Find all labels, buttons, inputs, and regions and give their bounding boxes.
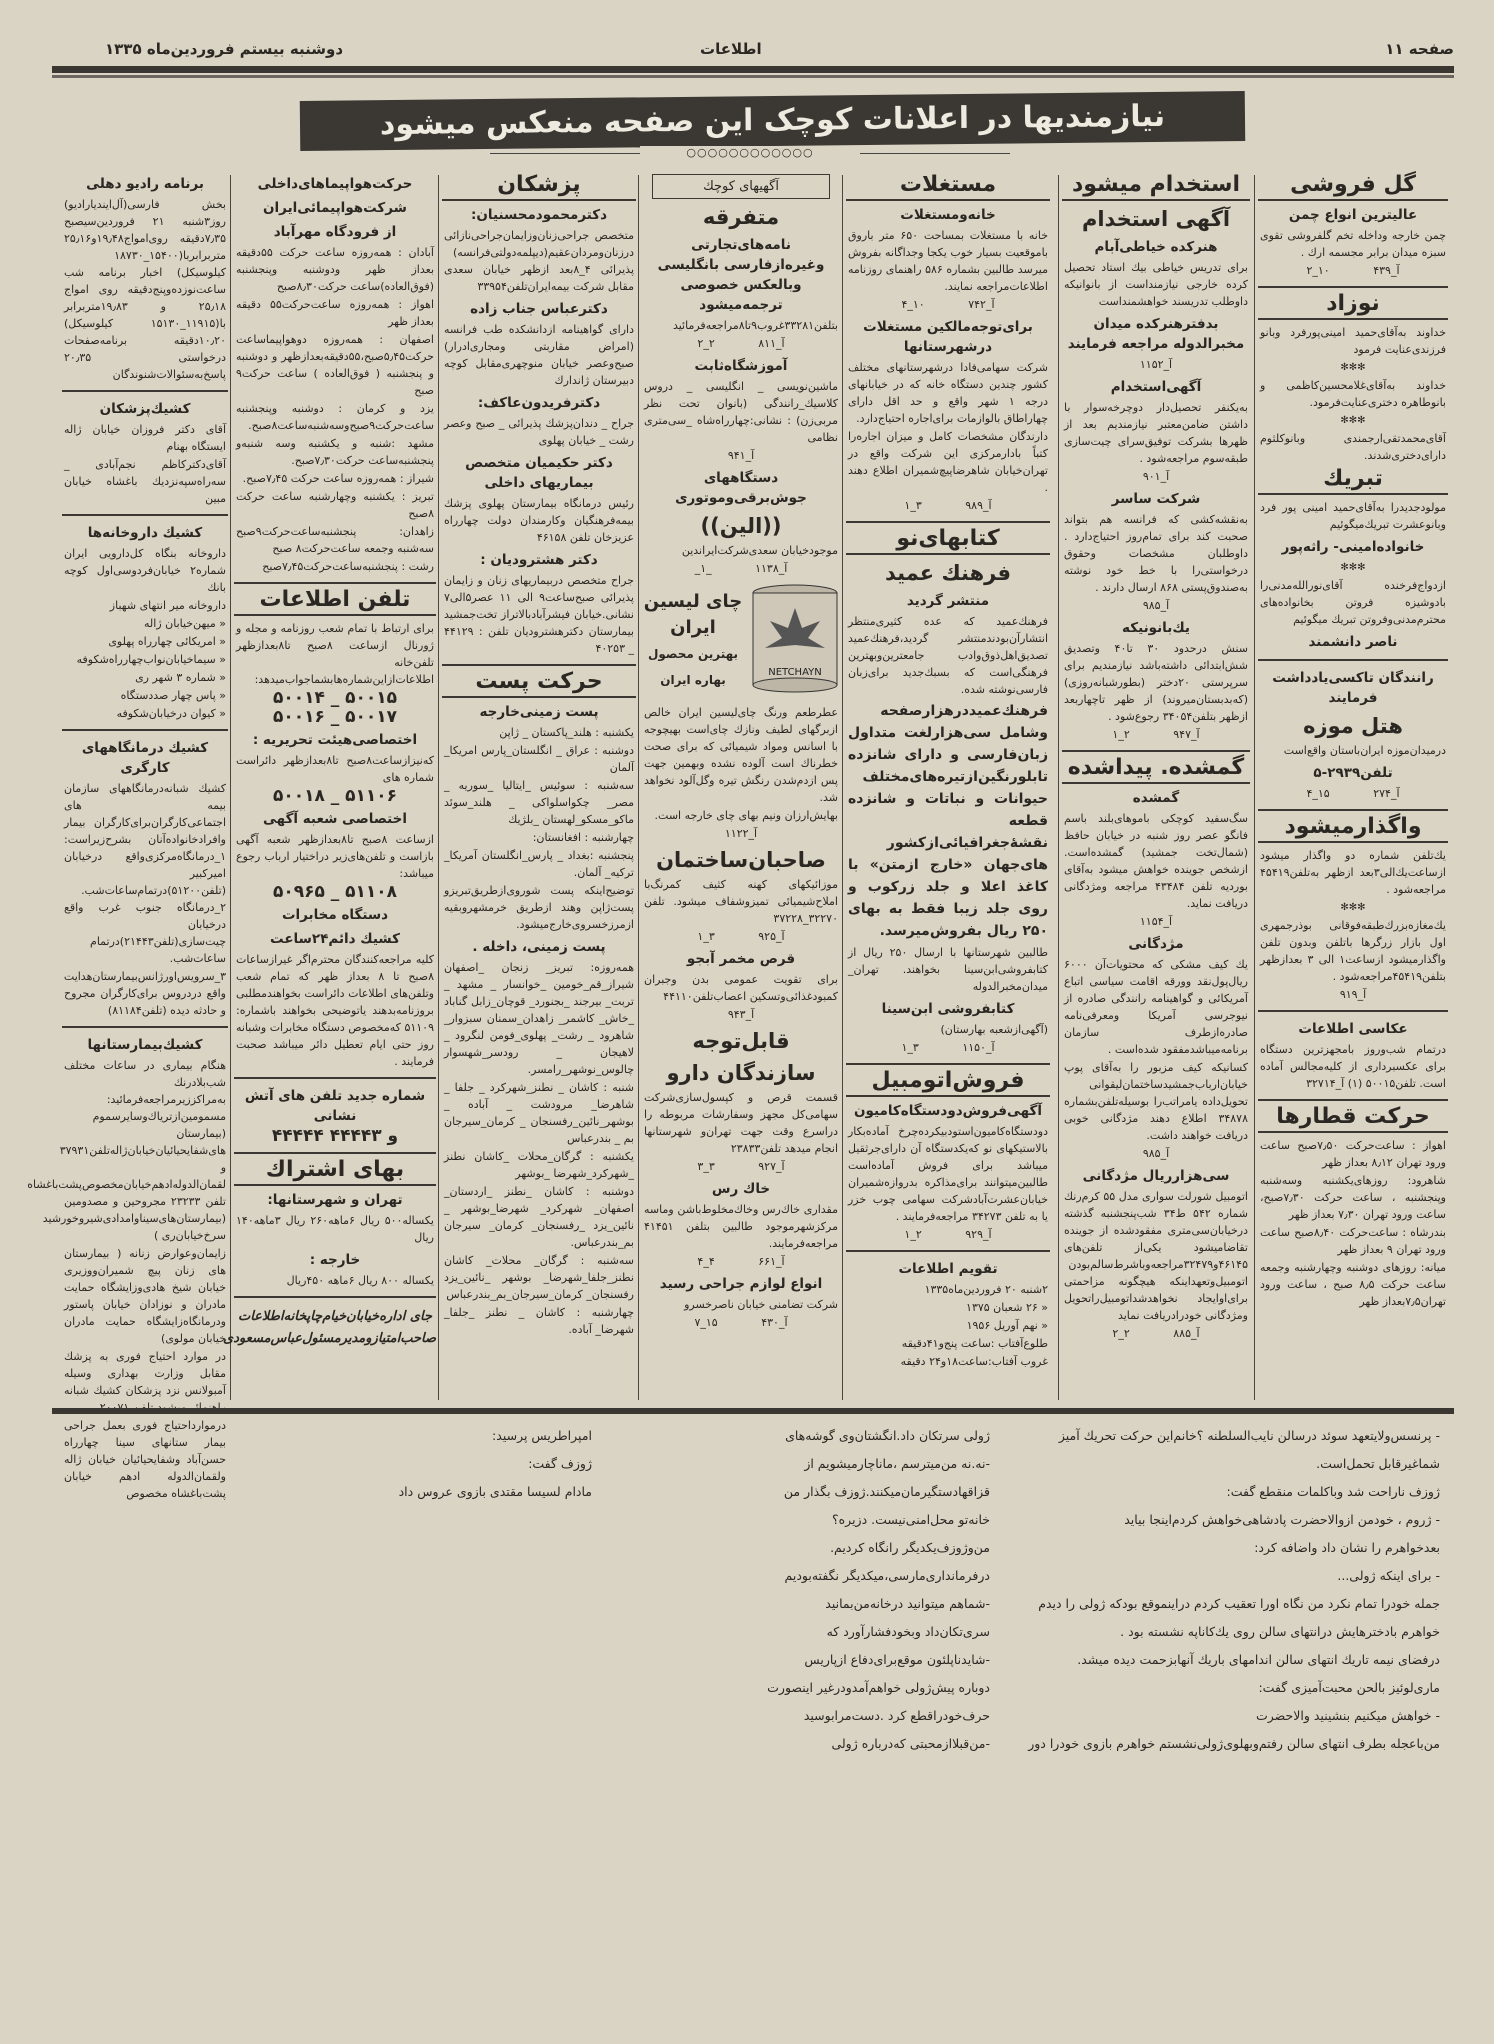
- story-line: خانه‌تو محل‌امنی‌نیست. دزیره؟: [831, 1512, 990, 1527]
- ad-heading: گمشده: [1132, 790, 1180, 806]
- ad-text: درموارداحتیاج فوری بعمل جراحی بیمار ستانهای سینا چهارراه حسن‌آباد وشفا‌یحیائیان خیابان ژاله ولقمان‌الدوله ادهم خیابان پشت‌باغشاه مخصوص: [64, 1419, 226, 1500]
- ad-heading: تلفن۲۹۳۹-۵: [1313, 765, 1393, 781]
- ad-text-bold: فرهنك‌عمیددرهزارصفحه وشامل سی‌هزارلغت متداول زبان‌فارسی و دارای شانزده تابلورنگین‌ازتیره‌های‌مختلف حیوانات و نباتات و شانزده قطعه نقشهٔ‌جغرافیائی‌ازکشور های‌جهان «خارج ازمتن» با کاغذ اعلا و جلد زرکوب و روی جلد زیبا فقط به بهای ۲۵۰ ریال بفروش‌میرسد.: [848, 703, 1048, 939]
- column-divider: [438, 175, 439, 1400]
- ad-title: هتل موزه: [1303, 714, 1403, 738]
- phone-number: ۴۴۴۴۴ و ۴۴۴۴۳: [271, 1126, 399, 1146]
- ad-text: « پاس چهار صددستگاه: [120, 689, 226, 702]
- column-divider: [230, 175, 231, 1400]
- ad-text: شیراز : همه‌روزه ساعت حرکت ۷٫۴۵صبح.: [242, 472, 434, 485]
- ad-text: عطرطعم ورنگ چای‌لیسین ایران خالص ازبرگهای لطیف ونازك چای‌است بهیچوجه با اسانس ومواد شیمیائی که برای صحت خطرناك است آلوده نشده وبهمین جهت پس ازدم‌شدن رنگش تیره وگل‌آلود نخواهد شد.: [644, 706, 838, 804]
- section-heading: گل فروشی: [1258, 176, 1448, 201]
- ad-reference: آ_۹۲۹ ۲_۱: [904, 1228, 992, 1241]
- ad-text: دارندگان مشخصات کامل و میزان اجاره‌را کتباً بادارمرکزی این شرکت واقع در تهران‌خیابان شاهرضاپیچ‌شمیران اطلاع دهند .: [848, 430, 1048, 494]
- ad-text: اهواز : ساعت‌حرکت ۷٫۵۰صبح ساعت ورود تهران ۸٫۱۲ بعداز ظهر: [1260, 1139, 1446, 1169]
- section-heading: مستغلات: [846, 176, 1050, 201]
- ad-title: آگهی استخدام: [1081, 207, 1231, 231]
- ad-text: ماشین‌نویسی _ انگلیسی _ دروس کلاسیك_رانندگی (بانوان تحت نظر مربی‌زن) : نشانی:چهارراه‌شاه _سی‌متری نظامی: [644, 380, 838, 444]
- ad-text: شرکت تضامنی خیابان ناصرخسرو: [684, 1298, 838, 1311]
- story-line: درفضای نیمه تاریك انتهای سالن اندامهای باریك آنهابزحمت دیده میشد.: [1077, 1652, 1440, 1667]
- ad-heading: خاك رس: [711, 1181, 771, 1197]
- column-3: [846, 170, 1050, 1405]
- story-line: من‌باعجله بطرف انتهای سالن رفتم‌وبهلوی‌ژولی‌نشستم خواهرم بازوی خودرا دور: [1028, 1736, 1440, 1751]
- ad-text: جراح _ دندان‌پزشك پذیرائی _ صبح وعصر رشت _ خیابان پهلوی: [444, 417, 634, 447]
- ad-text: سه‌شنبه : سوئیس _ایتالیا _سوریه _ مصر_ چکواسلواکی _ هلند_سوئد ماکو_مسکو_لهستان _بلژیك: [444, 779, 634, 826]
- ad-text: شنبه : کاشان _ نطنز_شهرکرد _ جلفا _ شاهرضا_ مرودشت _ آباده _ بوشهر_نائین_رفسنجان _ کرمان_سیرجان بم _ بندرعباس: [444, 1081, 634, 1145]
- ad-text: هنگام بیماری در ساعات مختلف شب‌بلادرنك به‌مراکززیرمراجعه‌فرمائید: مسمومین‌ازتریاك‌وسایرسموم (بیمارستان های‌شفا‌یحیائیان‌خیابان‌ژاله‌تلفن۳۷۹۳۱ و لقمان‌الدوله‌ادهم‌خیابان‌مخصوص‌پشت‌باغشاه تلفن ۲۳۲۳۳ مجروحین و مصدومین (بیمارستان‌های‌سینا‌وامدادی‌شیروخورشید سرخ‌خیابان‌ری ): [27, 1059, 226, 1242]
- ad-reference: آ_۱۱۵۴: [1139, 915, 1173, 928]
- divider: [62, 390, 228, 392]
- ad-heading: نامه‌های‌تجارتی وغیره‌ازفارسی بانگلیسی وبالعکس خصوصی ترجمه‌میشود: [657, 237, 825, 313]
- ad-heading: حرکت‌هواپیماهای‌داخلی: [257, 176, 413, 192]
- divider: [846, 1063, 1050, 1065]
- ad-heading: قرص مخمر آبجو: [686, 951, 796, 967]
- column-divider: [842, 175, 843, 1400]
- ad-reference: آ_۹۱۹: [1339, 988, 1367, 1001]
- ad-text: بهایش‌ارزان ونیم بهای چای خارجه است.: [654, 809, 838, 822]
- divider: [234, 1296, 436, 1298]
- divider: [846, 1250, 1050, 1252]
- ad-text: یك کیف مشکی که محتویات‌آن ۶۰۰۰ ریال‌پول‌نقد وورقه اقامت سیاسی اتباع آمریکائی و گواهینامه رانندگی صادره از نیوجرسی آمریکا ومعرفی‌نامه صادره‌ازطرف سازمان برنامه‌میباشدمفقود شده‌است .: [1064, 958, 1248, 1056]
- ad-heading: انواع لوازم جراحی رسید: [659, 1276, 823, 1292]
- ad-reference: آ_۹۸۹ ۳_۱: [904, 499, 992, 512]
- section-rule: [52, 1408, 1454, 1414]
- phone-number: ۵۰۰۱۶ _ ۵۰۰۱۷: [272, 707, 398, 727]
- ad-text: بخش فارسی(آل‌ایندیارادیو) روز۳شنبه ۲۱ فروردین‌سیصبح ۷٫۳۵دقیقه روی‌امواج۱۹٫۴۸و۲۵٫۱۶ متربرابربا(۱۵۴۰۰_۱۸۷۳۰ کیلوسیکل) اخبار برنامه شب ساعت‌نوزده‌وپنج‌دقیقه روی امواج ۲۵٫۱۸ و ۱۹٫۸۳متربرابر با(۱۱۹۱۵_۱۵۱۳۰ کیلوسیکل) ۱۰٫۲۰دقیقه برنامه‌صفحات درخواستی ۲۰٫۳۵ پاسخ‌به‌سئوالات‌شنوندگان: [64, 198, 226, 381]
- ad-text: ازدواج‌فرخنده آقای‌نورالله‌مدنی‌را بادوشیزه فروتن بخانواده‌های محترم‌مدنی‌وفروتن تبریك میگوئیم: [1260, 579, 1446, 626]
- story-line: ژوزف ناراحت شد وباکلمات منقطع گفت:: [1226, 1484, 1440, 1499]
- story-line: ماری‌لوئیز بالحن محبت‌آمیزی گفت:: [1258, 1680, 1440, 1695]
- column-4: [642, 170, 840, 1405]
- ad-heading: آگهی‌استخدام: [1110, 379, 1202, 395]
- ad-text: پنجشنبه :بغداد _ پارس_انگلستان آمریکا_ ترکیه_ آلمان.: [444, 849, 634, 879]
- story-line: درفرمانداری‌مارسی،میکدیگر نگفته‌بودیم: [784, 1568, 990, 1583]
- section-heading: نوزاد: [1258, 295, 1448, 320]
- ad-text: متخصص جراحی‌زنان‌وزایمان‌جراحی‌نازائی درزنان‌ومردان‌عقیم(دیپلمه‌دولتی‌فرانسه) پذیرائی ۴_۸بعد ازظهر خیابان سعدی مقابل شرکت بیمه‌ایران‌تلفن۳۳۹۵۴: [444, 229, 635, 293]
- ad-heading: از فرودگاه مهرآباد: [273, 224, 397, 240]
- separator-stars: ✻✻✻: [1340, 562, 1366, 573]
- ad-heading: دکترعباس جناب زاده: [470, 301, 608, 317]
- ad-text: شاهرود: روزهای‌یکشنبه وسه‌شنبه وپنجشنبه ، ساعت حرکت ۷٫۳۰صبح، ساعت ورود تهران ۷٫۳۰ بعداز ظهر: [1260, 1174, 1446, 1221]
- ad-text: به‌یکنفر تحصیل‌دار دوچرخه‌سوار با داشتن ضامن‌معتبر نیازمندیم بعد از ظهرها بشرکت توفیق‌سرای چیت‌سازی طبقه‌سوم مراجعه‌شود .: [1064, 401, 1248, 465]
- ad-text: غروب آفتاب:ساعت۱۸و۲۴ دقیقه: [900, 1355, 1048, 1368]
- ad-text: یزد و کرمان : دوشنبه وپنجشنبه ساعت‌حرکت۹صبح‌وسه‌شنبه‌ساعت۸صبح.: [236, 402, 434, 432]
- tea-can-image: [750, 583, 840, 698]
- phone-number: ۵۰۹۶۵ _ ۵۱۱۰۸: [272, 882, 398, 902]
- story-line: امپراطریس پرسید:: [492, 1428, 592, 1443]
- ad-reference: آ_۱۱۵۲: [1139, 358, 1173, 371]
- column-2: [1062, 170, 1250, 1405]
- ad-reference: آ_۹۲۷ ۳_۳: [697, 1160, 785, 1173]
- ad-heading: مژدگانی: [1128, 936, 1184, 952]
- ad-text: داروخانه بنگاه کل‌دارویی ایران شماره۲ خیابان‌فردوسی‌اول کوچه بانك: [64, 547, 226, 594]
- ad-text: رشت : پنجشنبه‌ساعت‌حرکت۷٫۴۵صبح: [262, 560, 434, 573]
- column-7: [27, 170, 228, 1500]
- ad-text: خداوند به‌آقای‌حمید امینی‌پورفرد وبانو فرزندی‌عنایت فرمود: [1260, 326, 1446, 356]
- column-5: [442, 170, 636, 1405]
- ad-heading: عکاسی اطلاعات: [1298, 1021, 1408, 1037]
- story-line: دوباره پیش‌ژولی خواهم‌آمدودرغیر اینصورت: [767, 1680, 990, 1695]
- ad-heading: دکترمحمودمحسنیان:: [470, 207, 608, 223]
- phone-number: ۵۰۰۱۴ _ ۵۰۰۱۵: [272, 688, 398, 708]
- story-line: - ژروم ، خودمن ازوالاحضرت پادشاهی‌خواهش کردم‌اینجا بیاید: [1124, 1512, 1440, 1527]
- ad-heading: دکتر حکیمیان متخصص بیماریهای داخلی: [465, 455, 613, 491]
- ad-heading: ناصر دانشمند: [1308, 634, 1398, 650]
- ad-reference: آ_۸۸۵ ۲_۲: [1112, 1327, 1200, 1340]
- ad-text: در موارد احتیاج فوری به پزشك مقابل وزارت بهداری وسیله آمبولانس نزد پزشکان کشیك شبانه: [64, 1350, 226, 1397]
- ad-text: « امریکائی چهارراه پهلوی: [108, 635, 226, 648]
- divider: [442, 664, 636, 666]
- ad-text: ازساعت ۸صبح تا۸بعدازظهر شعبه آگهی بازاست و تلفن‌های‌زیر دراختیار ارباب رجوع میباشد:: [236, 833, 434, 880]
- ad-heading: تقویم اطلاعات: [898, 1261, 998, 1277]
- ad-heading: یك‌بانونیکه: [1122, 620, 1190, 636]
- divider: [1258, 286, 1448, 288]
- separator-stars: ✻✻✻: [1340, 902, 1366, 913]
- story-line: -شماهم میتوانید درخانه‌من‌بمانید: [825, 1596, 990, 1611]
- ad-text: مشهد :شنبه و یکشنبه وسه شنبه‌و پنجشنبه‌ساعت حرکت۷٫۳۰صبح.: [236, 437, 434, 467]
- ad-text: بتلفن۳۳۲۸۱غروب۹تا۸مراجعه‌فرمائید: [672, 319, 838, 332]
- divider: [234, 582, 436, 584]
- story-line: جمله خودرا تمام نکرد من نگاه اورا تعقیب کردم دراینموقع بودکه ژولی را دیدم خواهرم بادخترهایش درانتهای سالن روی یك‌کاناپه نشسته بود .: [1038, 1596, 1440, 1639]
- ad-text: تبریز : یکشنبه وچهارشنبه ساعت حرکت ۸صبح: [236, 490, 434, 520]
- ad-heading: اختصاصی‌هیئت تحریریه :: [252, 732, 418, 748]
- ad-text: برای تقویت عمومی بدن وجبران کمبودغذائی‌وتسکین اعصاب‌تلفن۴۴۱۱۰: [644, 973, 838, 1003]
- story-line: مادام لسیسا مقتدی بازوی عروس داد: [398, 1484, 592, 1499]
- story-line: - پرنسس‌ولایتعهد سوئد درسالن نایب‌السلطنه ؟خانم‌این حرکت تحریك آمیز شماغیرقابل تحمل‌است.: [1058, 1428, 1440, 1471]
- ad-heading: کتابفروشی ابن‌سینا: [881, 1001, 1015, 1017]
- ad-reference: آ_۱۱۲۲: [724, 827, 758, 840]
- story-line: من‌وژوزف‌یکدیگر رانگاه کردیم.: [830, 1540, 990, 1555]
- section-heading: کتابهای‌نو: [846, 530, 1050, 555]
- divider: [62, 729, 228, 731]
- column-1: [1258, 170, 1448, 1405]
- separator-stars: ✻✻✻: [1340, 415, 1366, 426]
- story-line: بعدخواهرم را نشان داد واضافه کرد:: [1254, 1540, 1440, 1555]
- ad-text: طالبین شهرستانها با ارسال ۲۵۰ ریال از کتابفروشی‌ابن‌سینا بخواهند. تهران_ میدان‌مخبرالدوله: [848, 946, 1048, 993]
- ornament-divider: [490, 146, 1010, 159]
- ad-text: اتومبیل شورلت سواری مدل ۵۵ کرم‌رنك شماره ۵۴۲ ط۳۴ شب‌پنجشنبه گذشته درخیابان‌سی‌متری مفقودشده از جوینده تقاضامیشود یکی‌از تلفن‌های ۴۶۱۴۵و۳۲۴۷۹مراجعه‌وباشرط‌سالم‌بودن اتومبیل‌وتعهداینکه هیچگونه مزاحمتی برای‌اوایجاد نخواهدشداتومبیل‌راتحویل ومژدگانی خودرادریافت نماید: [1064, 1190, 1249, 1322]
- ad-heading: شرکت‌هواپیمائی‌ایران: [263, 200, 407, 216]
- ad-heading: آموزشگاه‌ثابت: [694, 358, 788, 374]
- publisher-imprint: جای اداره‌خیابان‌خیام‌چاپخانه‌اطلاعات صاحب‌امتیازومدیرمسئول‌عباس‌مسعودی: [223, 1309, 436, 1346]
- section-heading: واگذارمیشود: [1258, 818, 1448, 843]
- ad-heading: شرکت ساسر: [1111, 491, 1201, 507]
- story-line: ژوزف گفت:: [528, 1456, 592, 1471]
- ad-heading: کشیك‌پزشکان: [99, 401, 191, 417]
- section-heading: تبریك: [1258, 470, 1448, 495]
- column-divider: [638, 175, 639, 1400]
- ad-text: زایمان‌وعوارض زنانه ( بیمارستان های زنان پیچ شمیران‌ووزیری خیابان شیخ هادی‌وزایشگاه حمایت مادران و نوزادان خیابان پاستور ودرمانگاه‌زایشگاه حمایت مادران خیابان مولوی): [64, 1247, 226, 1345]
- ad-heading: عالیترین انواع چمن: [1288, 207, 1418, 223]
- ad-heading: تهران و شهرستانها:: [267, 1192, 403, 1208]
- ad-text: توضیح‌اینکه پست شوروی‌ازطریق‌تبریزو پست‌ژاپن وهند ازطریق خرمشهروبقیه ازمرزخسروی‌خارج‌میشود.: [444, 884, 634, 931]
- ad-text: یکشنبه : هلند_پاکستان _ ژاپن: [499, 726, 634, 739]
- ad-text: جراح متخصص دربیماریهای زنان و زایمان پذیرائی صبح‌ساعت۹ الی ۱۱ عصر۵الی۷ نشانی.خیابان فیشرآباد‌بالاتراز تخت‌جمشید بیمارستان دکترهشترودیان تلفن : ۴۴۱۲۹ _ ۴۰۲۵۳: [444, 574, 634, 655]
- ad-text: که‌نیزازساعت۸صبح تا۸بعدازظهر دائراست شماره های: [236, 754, 434, 784]
- phone-number: ۵۰۰۱۸ _ ۵۱۱۰۶: [272, 786, 398, 806]
- issue-date: دوشنبه بیستم فروردین‌ماه ۱۳۳۵: [105, 40, 344, 58]
- story-line: -شایدناپلئون موقع‌برای‌دفاع ازپاریس: [804, 1652, 990, 1667]
- ad-heading: برنامه رادیو دهلی: [86, 176, 204, 192]
- ad-heading: آگهی‌فروش‌دودستگاه‌کامیون: [853, 1103, 1042, 1119]
- section-heading: فروش‌اتومبیل: [846, 1072, 1050, 1097]
- story-line: سری‌تکان‌داد وبخودفشارآورد که: [826, 1624, 990, 1639]
- ad-heading: شماره جدید تلفن های آتش نشانی: [244, 1088, 426, 1124]
- ad-text: یکشنبه : گرگان_محلات _کاشان نطنز _شهرکرد_شهرضا _بوشهر: [444, 1150, 634, 1180]
- divider: [234, 1152, 436, 1154]
- ad-text: « نهم آوریل ۱۹۵۶: [966, 1319, 1048, 1332]
- ad-text: میانه: روزهای دوشنبه وچهارشنبه وجمعه ساعت حرکت ۸٫۵ صبح ، ساعت ورود تهران۷٫۵بعداز ظهر: [1260, 1261, 1446, 1308]
- ad-text: طلوع‌آفتاب :ساعت پنج‌و۴۱دقیقه: [901, 1337, 1048, 1350]
- ad-reference: آ_۹۴۱: [727, 449, 755, 462]
- story-column: [62, 1422, 592, 2022]
- ad-text: مقداری خاك‌رس وخاك‌مخلوط‌باشن وماسه مرکزشهرموجود طالبین بتلفن ۴۱۴۵۱ مراجعه‌فرمایند.: [644, 1203, 838, 1250]
- ad-text: برای تدریس خیاطی بیك استاد تحصیل کرده خارجی نیازمنداست از بانوانیکه داوطلب تدریسند خواهشمنداست: [1064, 261, 1248, 308]
- divider: [1258, 659, 1448, 661]
- ad-heading: منتشر گردید: [906, 593, 990, 609]
- ad-reference: آ_۹۸۵: [1142, 1147, 1170, 1160]
- divider: [62, 1026, 228, 1028]
- ad-text: دودستگاه‌کامیون‌استودبیکرده‌چرخ آماده‌بکار بالاستیکهای نو که‌یکدستگاه آن دارای‌جرثقیل میباشد برای فروش آماده‌است طالبین‌میتوانند برای‌مذاکره بدروازه‌شمیران خیابان‌عشرت‌آبادشرکت سهامی چوب خزر یا به تلفن ۳۴۲۷۳ مراجعه‌فرمایند .: [848, 1125, 1048, 1223]
- ad-reference: آ_۱۱۳۸ _۱_: [694, 562, 788, 575]
- ad-text: شرکت سهامی‌فادا درشهرستانهای مختلف کشور چندین دستگاه خانه که در خیابانهای درجه ۱ شهر واقع و حد اقل دارای چهاراطاق بالوازمات برای‌اجاره احتیاج‌دارد.: [848, 361, 1049, 425]
- ad-text: بندرشاه : ساعت‌حرکت ۸٫۴۰صبح ساعت ورود تهران ۹ بعداز ظهر: [1260, 1226, 1446, 1256]
- newspaper-name: اطلاعات: [700, 40, 762, 58]
- ad-reference: آ_۲۷۴ ۱۵_۴: [1306, 787, 1400, 800]
- ad-text: یکساله ۸۰۰ ریال ۶ماهه ۴۵۰ریال: [286, 1274, 434, 1287]
- story-line: -نه.نه من‌میترسم ،ماناچارمیشویم از: [804, 1456, 990, 1471]
- column-divider: [1058, 175, 1059, 1400]
- story-column: [605, 1422, 990, 2022]
- divider: [62, 514, 228, 516]
- ad-text: « کیوان درخیابان‌شکوفه: [116, 707, 226, 720]
- ad-heading: خانواده‌امینی- راثه‌پور: [1281, 539, 1425, 555]
- ad-text: دارای گواهینامه ازدانشکده طب فرانسه (امراض مقاربتی ومجاری‌ادرار) صبح‌وعصر خیابان منوچهری‌مقابل کوچه دبیرستان ژاندارك: [444, 323, 634, 387]
- ad-text: (آگهی‌ازشعبه بهارستان): [940, 1023, 1048, 1036]
- ad-text: کسانیکه کیف مزبور را به‌آقای پوپ خیابان‌ارباب‌جمشیدساختمان‌لیقوانی تحویل‌داده یامراتب‌را بوسیله‌تلفن‌بشماره ۳۴۸۷۸ اطلاع دهند مژدگانی خوبی دریافت خواهند داشت.: [1064, 1061, 1248, 1142]
- ad-title: متفرقه: [702, 205, 780, 229]
- header-rule: [52, 66, 1454, 75]
- ad-heading: دکترفریدون‌عاکف:: [477, 395, 601, 411]
- divider: [1258, 809, 1448, 811]
- ad-heading: کشیك داروخانه‌ها: [87, 525, 203, 541]
- ad-text: خداوند به‌آقای‌غلامحسین‌کاظمی و بانوطاهره دختری‌عنایت‌فرمود.: [1260, 379, 1446, 409]
- story-line: -من‌قبلاازمحبتی که‌درباره ژولی: [831, 1736, 990, 1751]
- ad-heading: سی‌هزارریال مژدگانی: [1082, 1168, 1230, 1184]
- ad-title: ((الین)): [700, 514, 782, 538]
- classifieds-banner: نیازمندیها در اعلانات کوچک این صفحه منعکس میشود: [300, 91, 1245, 151]
- ad-heading: دکتر هشترودیان :: [480, 552, 598, 568]
- ad-text: آبادان : همه‌روزه ساعت حرکت ۵۵دقیقه بعداز ظهر ودوشنبه وپنجشنبه (فوق‌العاده)ساعت حرکت۸٫۳۰صبح: [236, 246, 434, 293]
- ad-reference: آ_۹۸۵: [1142, 599, 1170, 612]
- ad-text: دوشنبه : کاشان _نطنز _اردستان_ اصفهان_ شهرکرد_ شهرضا_بوشهر _ نائین_یزد _رفسنجان_ کرمان_ سیرجان بم_بندرعباس.: [444, 1185, 634, 1249]
- tea-slogan: بهترین محصول بهاره ایران: [647, 646, 739, 687]
- divider: [846, 521, 1050, 523]
- story-line: - خواهش میکنیم بنشینید والاحضرت: [1256, 1708, 1440, 1723]
- divider: [1258, 1010, 1448, 1012]
- ad-heading: پست زمینی، داخله .: [472, 939, 606, 955]
- ad-title: سازندگان دارو: [666, 1061, 816, 1085]
- ad-reference: آ_۴۳۰ ۱۵_۷: [694, 1316, 788, 1329]
- ad-text: درمیدان‌موزه ایران‌باستان واقع‌است: [1283, 744, 1446, 757]
- ad-text: دوشنبه : عراق _ انگلستان_پارس امریکا_ آلمان: [444, 744, 634, 774]
- ad-text: قسمت قرص و کپسول‌سازی‌شرکت سهامی‌کل مجهز وسفارشات مربوطه را دراسرع وقت جهت تهران‌و شهرستانها انجام میدهد تلفن۲۳۸۳۳: [644, 1091, 838, 1155]
- divider: [1062, 750, 1250, 752]
- ad-text: « سیماخیابان‌نواب‌چهارراه‌شکوفه: [76, 653, 226, 666]
- ad-text: « میهن‌خیابان ژاله: [144, 617, 226, 630]
- ad-text: زاهدان: پنجشنبه‌ساعت‌حرکت۹صبح سه‌شنبه وجمعه ساعت‌حرکت۸ صبح: [236, 525, 434, 555]
- ad-heading: پست زمینی‌خارجه: [479, 704, 599, 720]
- ad-text: داروخانه میر انتهای شهباز: [109, 599, 226, 612]
- ad-heading: کشیك درمانگاههای کارگری: [81, 740, 209, 776]
- ad-text: یك‌تلفن شماره دو واگذار میشود ازساعت‌یك‌الی۳بعد ازظهر به‌تلفن۴۵۴۱۹ مراجعه‌شود .: [1260, 849, 1446, 896]
- ad-text: ۲شنبه ۲۰ فروردین‌ماه۱۳۳۵: [924, 1283, 1048, 1296]
- story-column: [1005, 1422, 1440, 2022]
- ad-heading: هنرکده خیاطی‌آبام: [1094, 239, 1218, 255]
- ornament: ○○○○○○○○○○○○: [640, 146, 860, 159]
- ad-heading: دستگاههای جوش‌برقی‌وموتوری: [675, 470, 807, 506]
- ad-text: آقای دکتر فروزان خیابان ژاله ایستگاه بهنام: [64, 423, 226, 453]
- ad-reference: آ_۴۳۹ ۱۰_۲: [1306, 264, 1400, 277]
- ad-text: آقای‌دکترکاظم نجم‌آبادی _ سه‌راه‌سپه‌نزدیك باغشاه خیابان مبین: [64, 458, 226, 505]
- ad-text: چهارشنبه : کاشان _ نطنز _جلفا_ شهرضا_ آباده.: [444, 1306, 634, 1336]
- column-6: [223, 170, 436, 1405]
- ad-text: خانه با مستغلات بمساحت ۶۵۰ متر باروق باموقعیت بسیار خوب یکجا وجداگانه بفروش میرسد طالبین بشماره ۵۸۶ راهنمای روزنامه اطلاعات‌مراجعه نمایند.: [848, 229, 1048, 293]
- ad-text: همه‌روزه: تبریز_ زنجان _اصفهان شیراز_قم_خومین _خوانسار _ مشهد _ تربت_ بیرجند _بجنورد_ قوچان_زابل گناباد _خاش_ کاشمر_ زاهدان_سمنان سبزوار_ شاهرود _ رشت_ پهلوی_فومن لنگرود _ لاهیجان _ رودسر_شهسوار چالوس_نوشهر_رامسر.: [444, 961, 634, 1076]
- section-heading: بهای اشتراك: [234, 1161, 436, 1186]
- divider: [234, 1077, 436, 1079]
- ad-text: اهواز : همه‌روزه ساعت‌حرکت۵۵ دقیقه بعداز ظهر: [236, 298, 435, 328]
- ad-reference: آ_۹۴۷ ۲_۱: [1112, 728, 1200, 741]
- tea-advertisement: [642, 583, 840, 698]
- divider: [1258, 1099, 1448, 1101]
- ad-text: یکساله۵۰۰ ریال ۶ماهه۲۶۰ ریال ۳ماهه۱۴۰ ریال: [236, 1214, 434, 1244]
- ad-text: سگ‌سفید کوچکی باموهای‌بلند باسم فانگو عصر روز شنبه در خیابان حافظ (شمال‌تخت جمشید) گمشده‌است. ازشخص جوینده خواهش میشود به‌آقای بوردیه تلفن ۴۳۴۸۴ مراجعه ومژدگانی دریافت نماید.: [1064, 812, 1248, 910]
- ad-title: صاحبان‌ساختمان: [656, 848, 826, 872]
- section-heading: تلفن اطلاعات: [234, 591, 436, 616]
- story-line: ژولی سرتکان داد.انگشتان‌وی گوشه‌های: [785, 1428, 990, 1443]
- ad-heading: بدفترهنرکده میدان مخبرالدوله مراجعه فرمایند: [1067, 316, 1245, 352]
- ad-text: درتمام شب‌وروز بامجهزترین دستگاه برای عکسبرداری از کلیه‌مجالس آماده است. تلفن۵۰۰۱۵ (۱) آ_۳۲۷۱۴: [1260, 1043, 1446, 1090]
- page-number: صفحه ۱۱: [1385, 40, 1454, 58]
- ad-text: فرهنك‌عمید که عده کثیری‌منتظر انتشارآن‌بودندمنتشر گردید،فرهنك‌عمید تصدیق‌اهل‌ذوق‌وادب جامعترین‌وبهترین فرهنگی‌است که بسبك‌جدید برای‌زبان فارسی‌نوشته شده.: [848, 615, 1048, 696]
- ad-text: چهارشنبه : افغانستان:: [532, 831, 634, 844]
- section-heading: گمشده. پیداشده: [1062, 759, 1250, 784]
- tea-can-label: NETCHAYN: [768, 667, 822, 678]
- ad-reference: آ_۹۰۱: [1142, 470, 1170, 483]
- ad-text: یك‌مغازه‌بزرك‌طبقه‌فوقانی بوذرجمهری اول بازار زرگرها باتلفن وبدون تلفن واگذارمیشود ازساعت۱ الی ۳ بعدازظهر بتلفن۴۵۴۱۹مراجعه‌شود .: [1260, 919, 1446, 983]
- ad-heading: خارجه :: [309, 1252, 361, 1268]
- ad-text: مولودجدیدرا به‌آقای‌حمید امینی پور فرد وبانوعشرت تبریك‌میگوئیم: [1260, 501, 1446, 531]
- ad-reference: آ_۶۶۱ ۴_۴: [697, 1255, 785, 1268]
- ad-text: کشیك شبانه‌درمانگاههای سازمان بیمه های اجتماعی‌کارگران‌برای‌کارگران بیمار وافرادخانواده‌آنان بشرح‌زیراست: ۱_درمانگاه‌مرکزی‌واقع درخیابان امیرکبیر (تلفن۵۱۲۰۰)درتمام‌ساعات‌شب. ۲_درمانگاه جنوب غرب واقع درخیابان چیت‌سازی(تلفن۲۱۴۴۳)درتمام ساعات‌شب.: [64, 782, 226, 965]
- ad-reference: آ_۸۱۱ ۲_۲: [697, 337, 785, 350]
- ad-text: اصفهان : همه‌روزه دوهواپیماساعت حرکت۵٫۴۵صبح،۵۵دقیقه‌بعدازظهر و دوشنبه و پنجشنبه ( فوق‌العاده ) ساعت حرکت۹ صبح: [236, 333, 434, 397]
- story-line: حرف‌خودراقطع کرد .دست‌مرابوسید: [803, 1708, 990, 1723]
- section-heading: حرکت پست: [442, 673, 636, 698]
- ad-heading: خانه‌ومستغلات: [900, 207, 996, 223]
- ad-reference: آ_۷۴۲ ۱۰_۴: [901, 298, 995, 311]
- ad-reference: آ_۱۱۵۰ ۳_۱: [901, 1041, 995, 1054]
- ad-text: سه‌شنبه : گرگان_ محلات_ کاشان نطنز_جلفا_شهرضا_ بوشهر _نائین_یزد رفسنجان_ کرمان_سیرجان_بم_بندرعباس: [444, 1254, 634, 1301]
- ad-heading: برای‌توجه‌مالکین مستغلات درشهرستانها: [863, 319, 1033, 355]
- ad-heading: کشیك دائم۲۴ساعت: [270, 931, 400, 947]
- ad-title: فرهنك عمید: [885, 561, 1011, 585]
- ad-title: قابل‌توجه: [692, 1029, 790, 1053]
- ad-heading: رانندگان تاکسی‌یادداشت فرمایند: [1272, 670, 1434, 706]
- ad-text: چمن خارجه وداخله تخم گلفروشی تقوی سبزه میدان برابر مجسمه ارك .: [1260, 229, 1446, 259]
- section-heading: حرکت قطارها: [1258, 1108, 1448, 1133]
- ad-text: سنش درحدود ۳۰ تا۴۰ وتصدیق شش‌ابتدائی داشته‌باشد نیازمندیم برای سرپرستی ۲۰دختر (بطورشبانه‌روزی) (که‌بدبستان‌میروند) از ظهر تاچهاربعد ازظهر بتلفن۳۴۰۵۴ رجوع‌شود .: [1064, 642, 1248, 723]
- ad-text: برای ارتباط با تمام شعب روزنامه و مجله و ژورنال ازساعت ۸صبح تا۸بعدازظهر تلفن‌خانه اطلاعات‌ازاین‌شماره‌هابشماجواب‌میدهد:: [236, 622, 434, 686]
- ad-heading: کشیك‌بیمارستانها: [87, 1037, 203, 1053]
- ad-text: آقای‌محمدتقی‌ارجمندی وبانوکلثوم دارای‌دختری‌شدند.: [1260, 432, 1446, 462]
- ad-heading: دستگاه مخابرات: [281, 907, 389, 923]
- ad-text: رئیس درمانگاه بیمارستان پهلوی پزشك بیمه‌فرهنگیان وکارمندان دولت چهارراه عزیزخان تلفن ۴۶۱۵۸: [444, 497, 634, 544]
- ad-text: ۳_سرویس‌اورژانس‌بیمارستان‌هدایت واقع دردروس برای‌کارگران مجروح و حادثه دیده (تلفن۸۱۱۸۴): [63, 970, 226, 1017]
- ad-text: « ۲۶ شعبان ۱۳۷۵: [966, 1301, 1048, 1314]
- ad-heading: اختصاصی شعبه آگهی: [263, 811, 407, 827]
- ad-text: موجودخیابان سعدی‌شرکت‌ایراندین: [681, 544, 838, 557]
- tea-brand: چای لیسین ایران: [643, 590, 743, 638]
- section-heading: استخدام میشود: [1062, 176, 1250, 201]
- separator-stars: ✻✻✻: [1340, 362, 1366, 373]
- section-label: آگهیهای کوچك: [652, 174, 830, 199]
- ad-text: به‌نقشه‌کشی که فرانسه هم بتواند صحبت کند برای تمام‌روز احتیاج‌دارد . داوطلبان مشخصات وحقوق درخواستی‌را با خط خود نوشته به‌صندوق‌پستی ۸۶۸ ارسال دارند .: [1064, 513, 1248, 594]
- ad-reference: آ_۹۴۳: [727, 1008, 755, 1021]
- story-line: - برای اینکه ژولی...: [1337, 1568, 1440, 1583]
- section-heading: پزشکان: [442, 176, 636, 201]
- ad-text: « شماره ۳ شهر ری: [135, 671, 226, 684]
- ad-text: کلیه مراجعه‌کنندگان محترم‌اگر غیرازساعات ۸صبح تا ۸ بعداز ظهر که تمام شعب وتلفن‌های اطلاعات دائراست بخواهندمطلبی بروزنامه‌بدهند یاتوضیحی بخواهند باشماره: ۵۱۱۰۹ که‌مخصوص دستگاه مخابرات وشبانه روز حتی ایام تعطیل دائر میباشد صحبت فرمایند .: [236, 953, 435, 1068]
- story-line: قزاقهادستگیرمان‌میکنند.ژوزف بگذار من: [783, 1484, 990, 1499]
- column-divider: [1254, 175, 1255, 1400]
- ad-reference: آ_۹۲۵ ۳_۱: [697, 930, 785, 943]
- ad-text: موزائیکهای کهنه کثیف کمرنگ‌با املاح‌شیمیائی تمیزوشفاف میشود. تلفن ۳۲۲۷۰_۳۷۲۲۸: [644, 878, 838, 925]
